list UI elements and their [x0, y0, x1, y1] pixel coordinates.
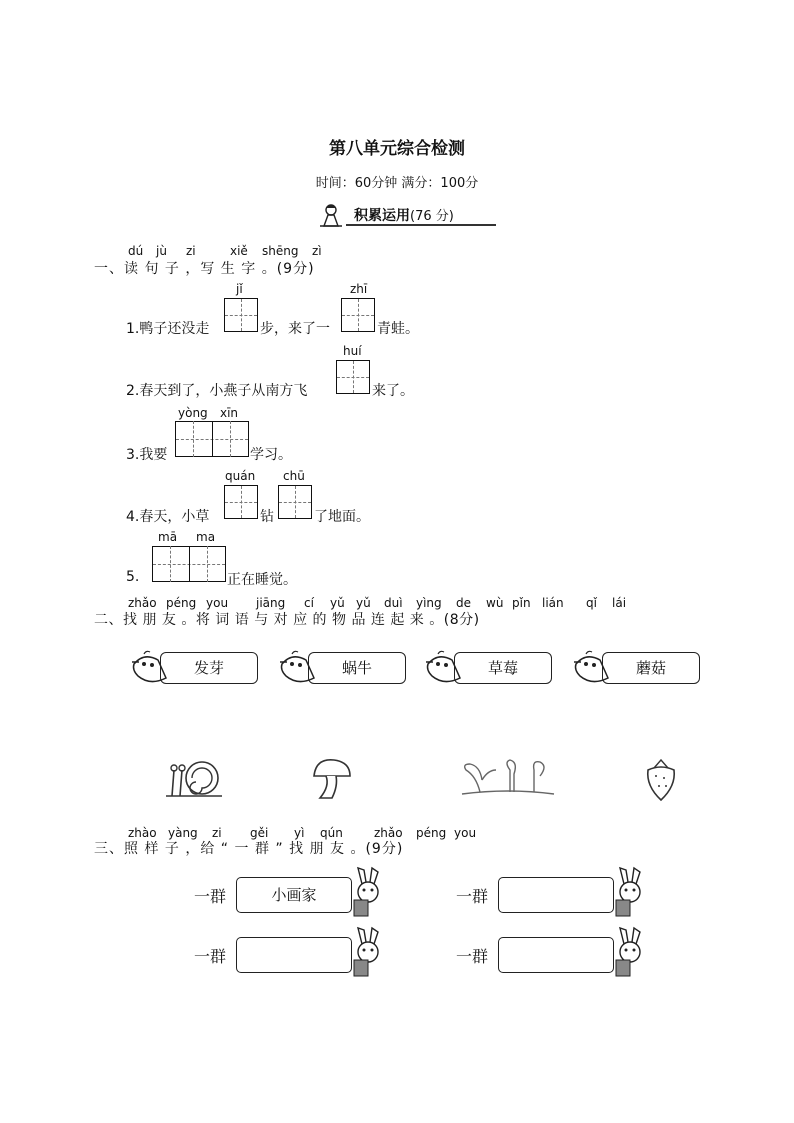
item5-post: 正在睡觉。 [227, 572, 297, 588]
sprout-icon[interactable] [460, 756, 556, 800]
rabbit-icon [350, 866, 384, 918]
s2-py-2: you [206, 596, 229, 610]
answer-box-4[interactable] [498, 937, 614, 973]
s3-py-1: yàng [168, 826, 198, 840]
item4-pinyin-chu: chū [283, 469, 305, 483]
item1-mid: 步，来了一 [260, 321, 330, 337]
prefix-1: 一群 [194, 887, 227, 906]
prefix-4: 一群 [456, 947, 489, 966]
s2-py-14: lái [612, 596, 627, 610]
item1-post: 青蛙。 [377, 321, 419, 337]
section3-heading: 三、照 样 子 ，给 “ 一 群 ” 找 朋 友 。(9分) [94, 841, 404, 857]
snail-icon[interactable] [162, 756, 226, 802]
item4-mid: 钻 [260, 509, 274, 525]
rabbit-icon [350, 926, 384, 978]
s2-py-4: cí [304, 596, 314, 610]
word-fava: 发芽 [160, 652, 258, 684]
item1-pinyin-zhi: zhī [350, 282, 368, 296]
s2-py-7: duì [384, 596, 403, 610]
item2-pre: 2.春天到了，小燕子从南方飞 [126, 383, 308, 399]
item3-pinyin-xin: xīn [220, 406, 239, 420]
word-mogu: 蘑菇 [602, 652, 700, 684]
s3-py-6: zhǎo [374, 826, 403, 840]
section1-heading: 一、读 句 子 ，写 生 字 。(9分) [94, 261, 315, 277]
strawberry-icon[interactable] [642, 756, 680, 802]
answer-box-1[interactable]: 小画家 [236, 877, 352, 913]
s2-py-6: yǔ [356, 596, 371, 610]
item3-post: 学习。 [250, 447, 292, 463]
s2-py-12: lián [542, 596, 564, 610]
item1-box1[interactable] [224, 298, 258, 332]
section2-heading: 二、找 朋 友 。将 词 语 与 对 应 的 物 品 连 起 来 。(8分) [94, 612, 480, 628]
prefix-3: 一群 [194, 947, 227, 966]
item5-pre: 5. [126, 569, 140, 585]
s2-py-8: yìng [416, 596, 442, 610]
pinyin-xie: xiě [230, 244, 248, 258]
word-card-fava[interactable] [130, 650, 260, 686]
pinyin-ju: jù [156, 244, 167, 258]
s2-py-11: pǐn [512, 596, 531, 610]
section-banner [316, 202, 496, 228]
pinyin-sheng: shēng [262, 244, 299, 258]
item3-pinyin-yong: yòng [178, 406, 208, 420]
pinyin-zi2: zì [312, 244, 322, 258]
item4-pinyin-quan: quán [225, 469, 256, 483]
s3-py-7: péng [416, 826, 447, 840]
s2-py-5: yǔ [330, 596, 345, 610]
page-title: 第八单元综合检测 [329, 139, 465, 159]
item1-pre: 1.鸭子还没走 [126, 321, 210, 337]
s2-py-3: jiāng [256, 596, 286, 610]
word-card-woniu[interactable] [278, 650, 408, 686]
s3-py-5: qún [320, 826, 343, 840]
s3-py-3: gěi [250, 826, 269, 840]
item2-box1[interactable] [336, 360, 370, 394]
s2-py-1: péng [166, 596, 197, 610]
word-card-mogu[interactable] [572, 650, 702, 686]
pinyin-du: dú [128, 244, 144, 258]
item4-pre: 4.春天，小草 [126, 509, 210, 525]
s2-py-10: wù [486, 596, 504, 610]
word-woniu: 蜗牛 [308, 652, 406, 684]
prefix-2: 一群 [456, 887, 489, 906]
answer-box-3[interactable] [236, 937, 352, 973]
girl-icon [316, 202, 346, 228]
answer-box-2[interactable] [498, 877, 614, 913]
mushroom-icon[interactable] [310, 756, 354, 802]
item4-post: 了地面。 [314, 509, 370, 525]
s2-py-13: qǐ [586, 596, 597, 610]
pinyin-zi: zi [186, 244, 196, 258]
s2-py-9: de [456, 596, 471, 610]
item2-pinyin-hui: huí [343, 344, 362, 358]
s3-py-8: you [454, 826, 477, 840]
word-card-caomei[interactable] [424, 650, 554, 686]
rabbit-icon [612, 926, 646, 978]
item1-box2[interactable] [341, 298, 375, 332]
s3-py-2: zi [212, 826, 222, 840]
time-score-info: 时间：60分钟 满分：100分 [315, 176, 479, 191]
item1-pinyin-ji: jǐ [236, 282, 243, 296]
item4-box2[interactable] [278, 485, 312, 519]
banner-score: (76 分) [410, 209, 454, 224]
item5-pinyin-ma1: mā [158, 530, 178, 544]
rabbit-icon [612, 866, 646, 918]
word-caomei: 草莓 [454, 652, 552, 684]
item5-pinyin-ma2: ma [196, 530, 216, 544]
s3-py-0: zhào [128, 826, 157, 840]
item4-box1[interactable] [224, 485, 258, 519]
s2-py-0: zhǎo [128, 596, 157, 610]
item2-post: 来了。 [372, 383, 414, 399]
banner-label: 积累运用 [354, 208, 410, 224]
s3-py-4: yì [294, 826, 305, 840]
item3-pre: 3.我要 [126, 447, 168, 463]
